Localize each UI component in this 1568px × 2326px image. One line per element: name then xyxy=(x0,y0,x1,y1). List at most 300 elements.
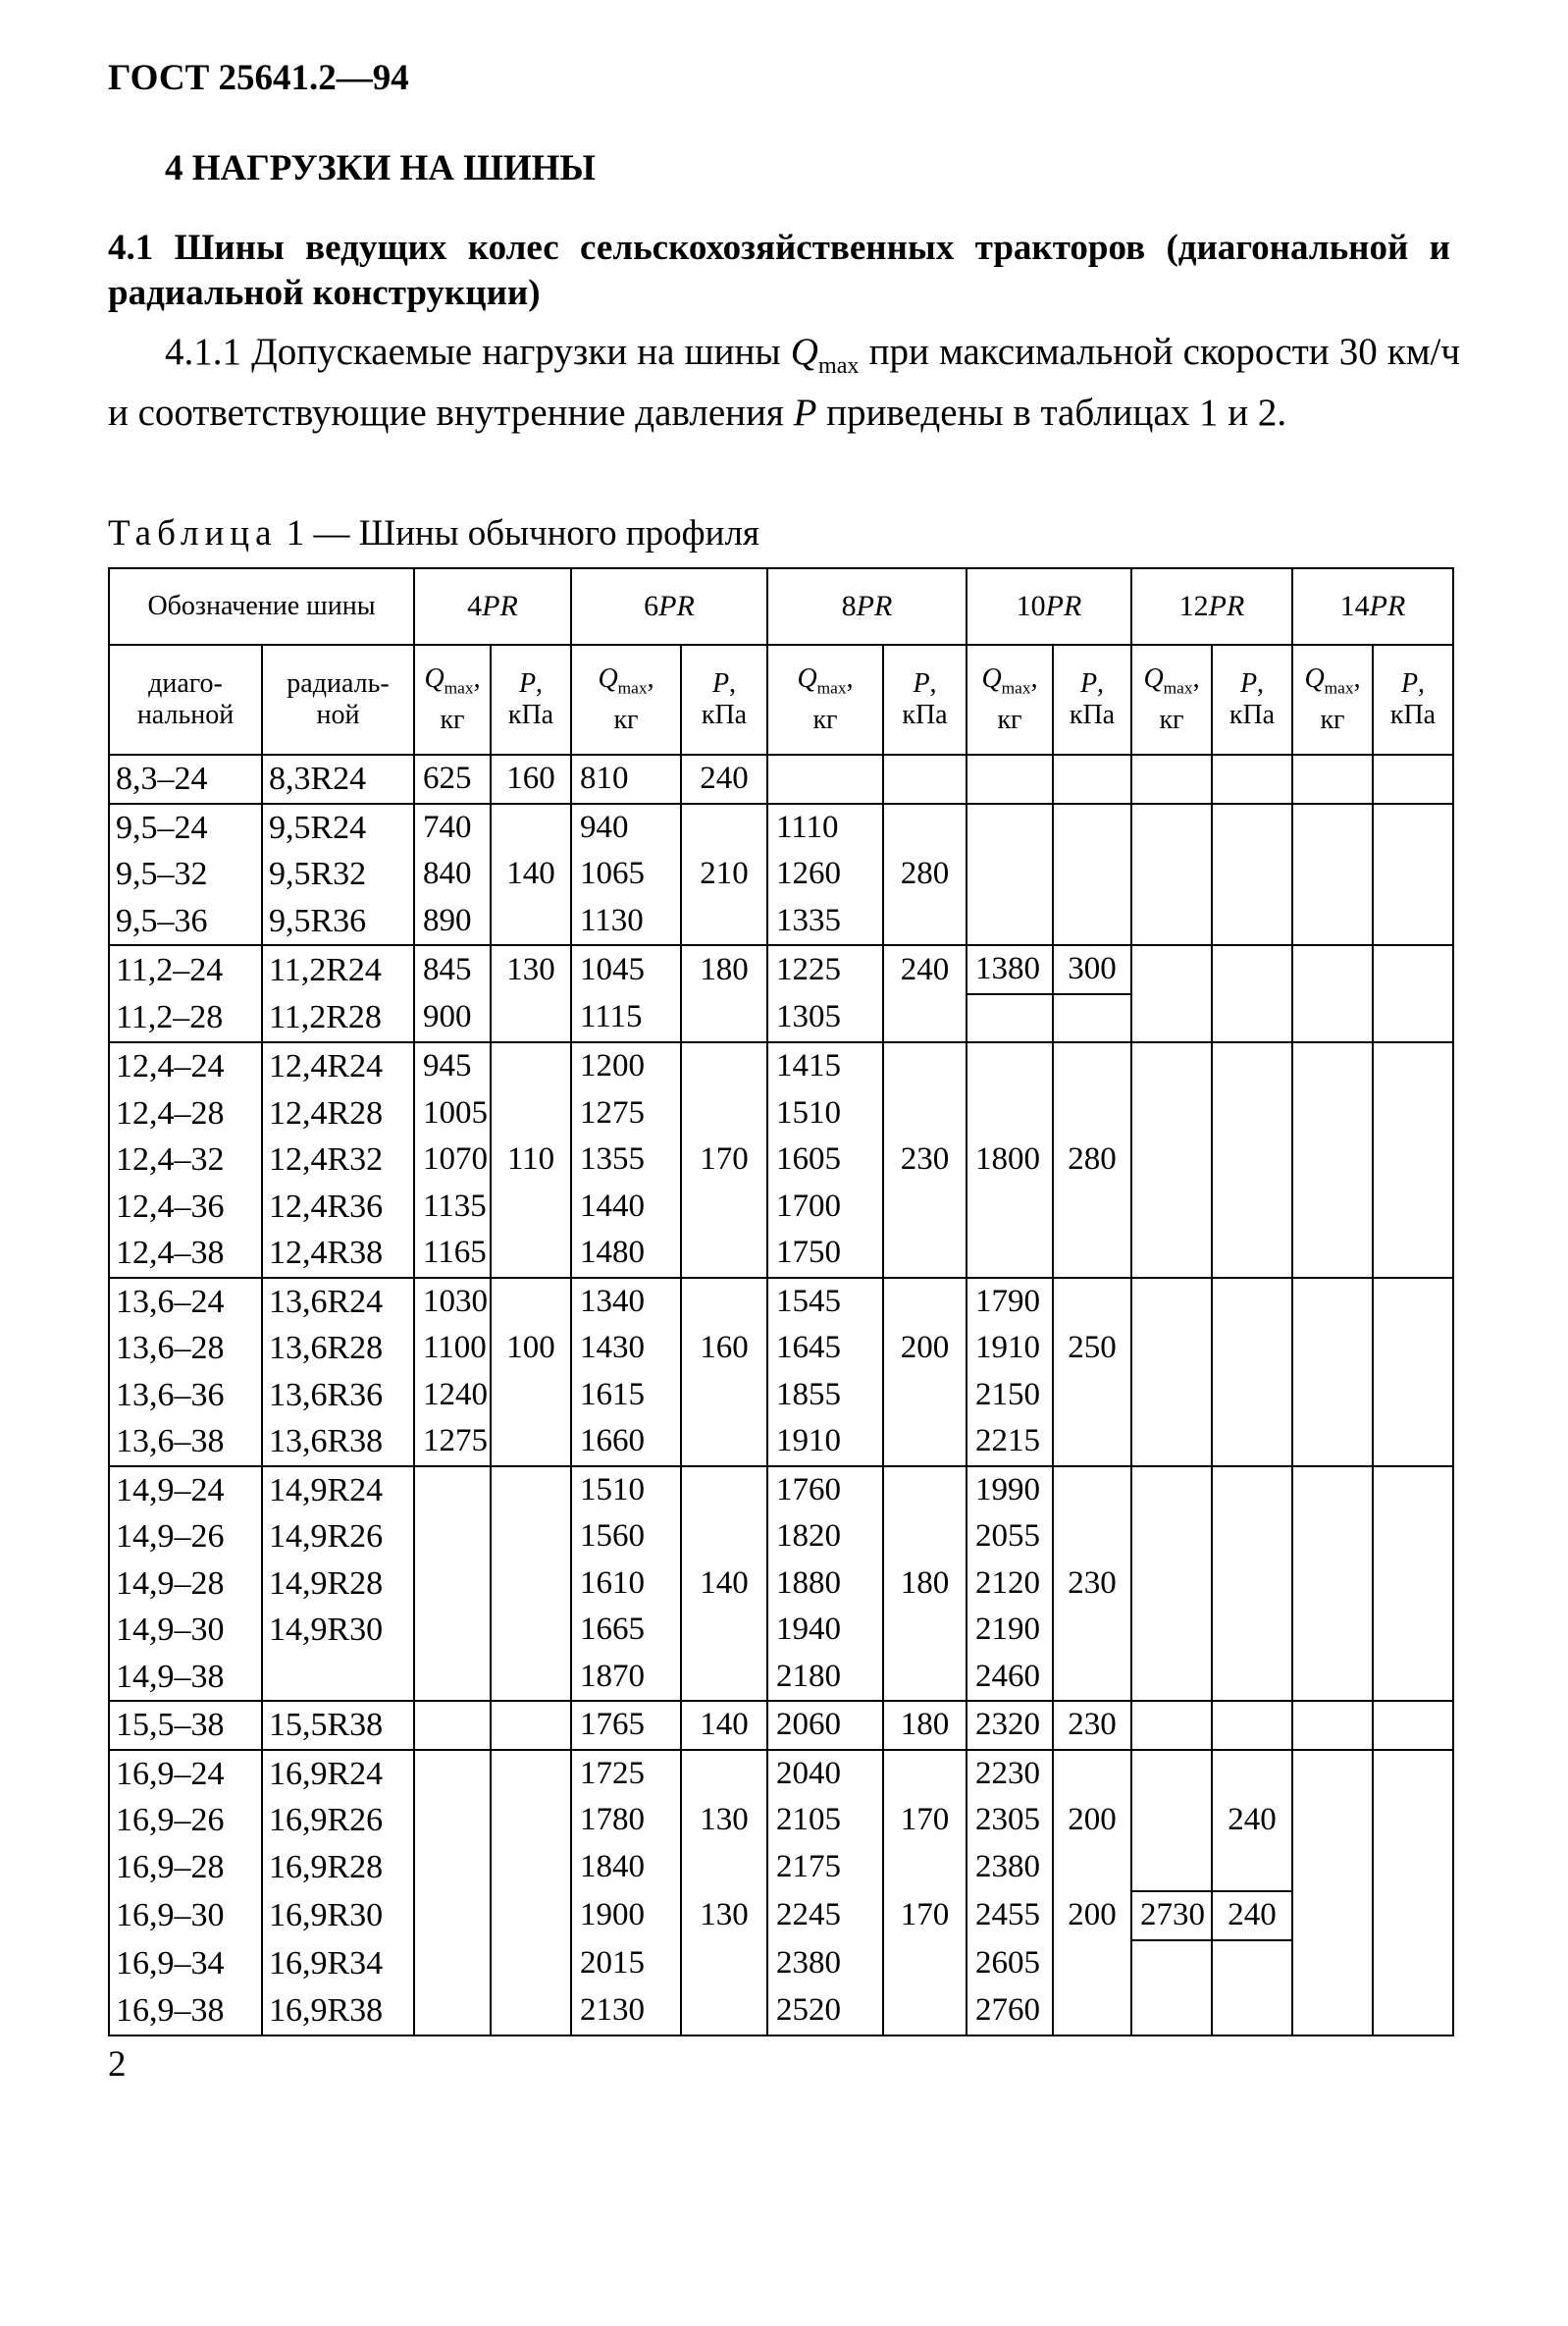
pressure-10pr xyxy=(1053,1042,1131,1090)
pressure-6pr xyxy=(681,1418,767,1466)
pressure-14pr xyxy=(1373,1844,1453,1892)
document-id: ГОСТ 25641.2—94 xyxy=(108,58,409,98)
qmax-4pr xyxy=(414,1513,491,1560)
pr-header-4: 4PR xyxy=(414,568,571,645)
qmax-4pr: 900 xyxy=(414,994,491,1043)
pressure-8pr: 240 xyxy=(883,945,967,994)
pressure-10pr xyxy=(1053,1372,1131,1419)
qmax-6pr: 1560 xyxy=(571,1513,681,1560)
radial-designation: 8,3R24 xyxy=(262,755,414,804)
pressure-10pr: 230 xyxy=(1053,1701,1131,1750)
radial-designation: 11,2R28 xyxy=(262,994,414,1043)
pressure-10pr: 300 xyxy=(1053,945,1131,994)
pressure-6pr: 170 xyxy=(681,1137,767,1184)
qmax-14pr xyxy=(1292,1513,1373,1560)
radial-designation: 16,9R38 xyxy=(262,1987,414,2035)
table-row xyxy=(109,1325,1453,1372)
qmax-14pr xyxy=(1292,1372,1373,1419)
qmax-8pr xyxy=(767,755,883,804)
pressure-6pr: 130 xyxy=(681,1891,767,1940)
qmax-6pr: 1275 xyxy=(571,1090,681,1137)
radial-designation: 12,4R32 xyxy=(262,1137,414,1184)
qmax-12pr xyxy=(1131,1607,1212,1654)
pressure-10pr xyxy=(1053,994,1131,1043)
pressure-8pr: 170 xyxy=(883,1891,967,1940)
table-caption xyxy=(108,512,759,555)
pressure-14pr xyxy=(1373,1940,1453,1988)
qmax-8pr: 1510 xyxy=(767,1090,883,1137)
qmax-12pr xyxy=(1131,1987,1212,2035)
qmax-10pr xyxy=(967,804,1053,852)
table-row xyxy=(109,1230,1453,1278)
qmax-8pr: 2040 xyxy=(767,1750,883,1798)
qmax-12pr xyxy=(1131,945,1212,994)
radial-designation: 16,9R34 xyxy=(262,1940,414,1988)
pressure-12pr: 240 xyxy=(1212,1891,1292,1940)
qmax-6pr: 1615 xyxy=(571,1372,681,1419)
table-row xyxy=(109,1418,1453,1466)
pressure-6pr xyxy=(681,1090,767,1137)
pressure-12pr xyxy=(1212,994,1292,1043)
qmax-10pr: 1790 xyxy=(967,1278,1053,1326)
table-row xyxy=(109,851,1453,898)
pressure-12pr xyxy=(1212,1844,1292,1892)
pressure-14pr xyxy=(1373,1513,1453,1560)
qmax-14pr xyxy=(1292,898,1373,946)
pressure-12pr xyxy=(1212,1750,1292,1798)
qmax-8pr: 1260 xyxy=(767,851,883,898)
qmax-10pr: 2380 xyxy=(967,1844,1053,1892)
pressure-6pr xyxy=(681,1987,767,2035)
q-symbol: Q xyxy=(790,331,818,373)
qmax-10pr: 1800 xyxy=(967,1137,1053,1184)
qmax-12pr xyxy=(1131,1042,1212,1090)
radial-designation: 14,9R26 xyxy=(262,1513,414,1560)
pressure-6pr xyxy=(681,1372,767,1419)
qmax-10pr: 2150 xyxy=(967,1372,1053,1419)
pressure-4pr xyxy=(491,1372,571,1419)
qmax-4pr xyxy=(414,1891,491,1940)
paragraph-text-2: при максимальной скорости 30 км/ч и соответствующие внутренние давления xyxy=(108,331,1460,434)
pressure-4pr xyxy=(491,1513,571,1560)
tire-load-table-wrapper xyxy=(108,567,1454,2036)
qmax-10pr: 2460 xyxy=(967,1654,1053,1702)
radial-designation: 16,9R28 xyxy=(262,1844,414,1892)
pressure-6pr xyxy=(681,898,767,946)
pressure-6pr xyxy=(681,1230,767,1278)
qmax-14pr xyxy=(1292,1607,1373,1654)
pressure-8pr xyxy=(883,1090,967,1137)
table-row xyxy=(109,1513,1453,1560)
qmax-4pr xyxy=(414,1560,491,1608)
qmax-4pr: 845 xyxy=(414,945,491,994)
pressure-8pr xyxy=(883,1372,967,1419)
qmax-6pr: 1065 xyxy=(571,851,681,898)
qmax-header-4: $Q_{max}$, кг xyxy=(414,645,491,755)
qmax-12pr xyxy=(1131,1701,1212,1750)
radial-designation: 12,4R38 xyxy=(262,1230,414,1278)
pressure-4pr xyxy=(491,898,571,946)
pressure-8pr xyxy=(883,804,967,852)
pressure-6pr xyxy=(681,1184,767,1231)
table-row xyxy=(109,898,1453,946)
pressure-4pr xyxy=(491,1090,571,1137)
qmax-8pr: 1820 xyxy=(767,1513,883,1560)
pressure-14pr xyxy=(1373,1654,1453,1702)
pressure-8pr xyxy=(883,1466,967,1514)
pressure-12pr xyxy=(1212,1701,1292,1750)
pressure-4pr xyxy=(491,1797,571,1844)
diagonal-designation: 16,9–34 xyxy=(109,1940,262,1988)
radial-designation: 12,4R36 xyxy=(262,1184,414,1231)
qmax-4pr xyxy=(414,1797,491,1844)
qmax-4pr: 1275 xyxy=(414,1418,491,1466)
qmax-8pr: 1225 xyxy=(767,945,883,994)
qmax-8pr: 1305 xyxy=(767,994,883,1043)
radial-designation: 12,4R24 xyxy=(262,1042,414,1090)
radial-designation: 9,5R36 xyxy=(262,898,414,946)
pressure-10pr: 230 xyxy=(1053,1560,1131,1608)
diagonal-designation: 9,5–24 xyxy=(109,804,262,852)
pressure-8pr xyxy=(883,994,967,1043)
pressure-10pr xyxy=(1053,1940,1131,1988)
qmax-4pr: 1070 xyxy=(414,1137,491,1184)
pressure-8pr: 180 xyxy=(883,1560,967,1608)
pressure-6pr xyxy=(681,1940,767,1988)
page-number: 2 xyxy=(108,2044,127,2085)
qmax-8pr: 1880 xyxy=(767,1560,883,1608)
qmax-14pr xyxy=(1292,851,1373,898)
table-body xyxy=(109,755,1453,2035)
qmax-12pr xyxy=(1131,755,1212,804)
pressure-12pr xyxy=(1212,1560,1292,1608)
diagonal-designation: 13,6–36 xyxy=(109,1372,262,1419)
diagonal-designation: 14,9–28 xyxy=(109,1560,262,1608)
diagonal-header: диаго- нальной xyxy=(109,645,262,755)
qmax-12pr xyxy=(1131,804,1212,852)
qmax-4pr xyxy=(414,1987,491,2035)
qmax-14pr xyxy=(1292,1278,1373,1326)
pressure-6pr: 210 xyxy=(681,851,767,898)
qmax-10pr xyxy=(967,851,1053,898)
table-row xyxy=(109,1560,1453,1608)
pressure-4pr xyxy=(491,1654,571,1702)
table-row xyxy=(109,1797,1453,1844)
qmax-6pr: 1765 xyxy=(571,1701,681,1750)
qmax-header-8: $Q_{max}$, кг xyxy=(767,645,883,755)
pressure-14pr xyxy=(1373,1418,1453,1466)
q-subscript: max xyxy=(817,351,860,379)
table-row xyxy=(109,1844,1453,1892)
qmax-6pr: 1780 xyxy=(571,1797,681,1844)
pressure-12pr xyxy=(1212,1042,1292,1090)
pressure-8pr xyxy=(883,1042,967,1090)
qmax-8pr: 2175 xyxy=(767,1844,883,1892)
qmax-12pr xyxy=(1131,994,1212,1043)
pressure-6pr: 140 xyxy=(681,1560,767,1608)
table-row xyxy=(109,994,1453,1043)
qmax-12pr xyxy=(1131,1090,1212,1137)
qmax-6pr: 1870 xyxy=(571,1654,681,1702)
diagonal-designation: 14,9–30 xyxy=(109,1607,262,1654)
diagonal-designation: 12,4–36 xyxy=(109,1184,262,1231)
pressure-10pr xyxy=(1053,1184,1131,1231)
pressure-8pr xyxy=(883,1184,967,1231)
diagonal-designation: 8,3–24 xyxy=(109,755,262,804)
pressure-14pr xyxy=(1373,1090,1453,1137)
qmax-4pr xyxy=(414,1940,491,1988)
pressure-12pr xyxy=(1212,1137,1292,1184)
pr-header-8: 8PR xyxy=(767,568,967,645)
pressure-6pr xyxy=(681,1654,767,1702)
qmax-6pr: 1480 xyxy=(571,1230,681,1278)
pressure-12pr xyxy=(1212,1513,1292,1560)
qmax-8pr: 2520 xyxy=(767,1987,883,2035)
pressure-4pr xyxy=(491,1940,571,1988)
qmax-4pr: 740 xyxy=(414,804,491,852)
pressure-12pr: 240 xyxy=(1212,1797,1292,1844)
pressure-10pr xyxy=(1053,1230,1131,1278)
paragraph-text-3: приведены в таблицах 1 и 2. xyxy=(816,391,1287,434)
pressure-8pr xyxy=(883,898,967,946)
qmax-6pr: 1900 xyxy=(571,1891,681,1940)
qmax-14pr xyxy=(1292,945,1373,994)
pressure-14pr xyxy=(1373,755,1453,804)
pressure-14pr xyxy=(1373,804,1453,852)
pressure-10pr xyxy=(1053,1418,1131,1466)
qmax-6pr: 2015 xyxy=(571,1940,681,1988)
pr-header-6: 6PR xyxy=(571,568,767,645)
table-row xyxy=(109,1940,1453,1988)
pressure-10pr xyxy=(1053,1607,1131,1654)
diagonal-designation: 13,6–24 xyxy=(109,1278,262,1326)
qmax-10pr: 2230 xyxy=(967,1750,1053,1798)
pressure-10pr xyxy=(1053,1278,1131,1326)
qmax-8pr: 1760 xyxy=(767,1466,883,1514)
pressure-8pr xyxy=(883,1607,967,1654)
table-row xyxy=(109,1042,1453,1090)
pressure-4pr: 160 xyxy=(491,755,571,804)
diagonal-designation: 12,4–28 xyxy=(109,1090,262,1137)
qmax-12pr xyxy=(1131,1466,1212,1514)
qmax-10pr: 2760 xyxy=(967,1987,1053,2035)
pressure-4pr xyxy=(491,1418,571,1466)
qmax-8pr: 1605 xyxy=(767,1137,883,1184)
pressure-4pr xyxy=(491,1278,571,1326)
radial-designation: 14,9R28 xyxy=(262,1560,414,1608)
qmax-6pr: 810 xyxy=(571,755,681,804)
pressure-10pr xyxy=(1053,804,1131,852)
table-row xyxy=(109,1372,1453,1419)
table-row xyxy=(109,1090,1453,1137)
pressure-4pr xyxy=(491,1891,571,1940)
qmax-14pr xyxy=(1292,1701,1373,1750)
qmax-12pr xyxy=(1131,1654,1212,1702)
pressure-14pr xyxy=(1373,1466,1453,1514)
qmax-10pr xyxy=(967,755,1053,804)
qmax-6pr: 1610 xyxy=(571,1560,681,1608)
qmax-14pr xyxy=(1292,1466,1373,1514)
pressure-4pr xyxy=(491,1184,571,1231)
pressure-header-8: P, кПа xyxy=(883,645,967,755)
qmax-10pr: 2320 xyxy=(967,1701,1053,1750)
table-caption-label: Таблица xyxy=(108,513,278,554)
pressure-14pr xyxy=(1373,1797,1453,1844)
qmax-header-6: $Q_{max}$, кг xyxy=(571,645,681,755)
qmax-12pr xyxy=(1131,1797,1212,1844)
qmax-8pr: 1700 xyxy=(767,1184,883,1231)
pressure-12pr xyxy=(1212,1184,1292,1231)
designation-header: Обозначение шины xyxy=(109,568,414,645)
qmax-4pr: 840 xyxy=(414,851,491,898)
pressure-12pr xyxy=(1212,1940,1292,1988)
radial-designation: 16,9R24 xyxy=(262,1750,414,1798)
qmax-8pr: 1110 xyxy=(767,804,883,852)
pressure-6pr: 130 xyxy=(681,1797,767,1844)
pr-header-12: 12PR xyxy=(1131,568,1292,645)
qmax-10pr: 2455 xyxy=(967,1891,1053,1940)
pressure-12pr xyxy=(1212,945,1292,994)
radial-designation xyxy=(262,1654,414,1702)
qmax-10pr xyxy=(967,898,1053,946)
radial-header: радиаль- ной xyxy=(262,645,414,755)
qmax-6pr: 1430 xyxy=(571,1325,681,1372)
pressure-4pr xyxy=(491,1701,571,1750)
table-row xyxy=(109,1607,1453,1654)
qmax-14pr xyxy=(1292,1987,1373,2035)
qmax-6pr: 1665 xyxy=(571,1607,681,1654)
pressure-14pr xyxy=(1373,898,1453,946)
qmax-10pr: 1990 xyxy=(967,1466,1053,1514)
pressure-12pr xyxy=(1212,898,1292,946)
subsection-title: 4.1 Шины ведущих колес сельскохозяйственных тракторов (диагональной и радиальной конструкции) xyxy=(108,228,1450,313)
qmax-14pr xyxy=(1292,994,1373,1043)
qmax-6pr: 1510 xyxy=(571,1466,681,1514)
pressure-10pr xyxy=(1053,1750,1131,1798)
pressure-6pr xyxy=(681,1750,767,1798)
qmax-6pr: 940 xyxy=(571,804,681,852)
pressure-12pr xyxy=(1212,1230,1292,1278)
table-row xyxy=(109,945,1453,994)
qmax-14pr xyxy=(1292,1750,1373,1798)
qmax-8pr: 1940 xyxy=(767,1607,883,1654)
qmax-14pr xyxy=(1292,1418,1373,1466)
table-row xyxy=(109,1891,1453,1940)
pressure-8pr xyxy=(883,1278,967,1326)
pressure-10pr: 250 xyxy=(1053,1325,1131,1372)
pressure-14pr xyxy=(1373,1607,1453,1654)
qmax-4pr xyxy=(414,1701,491,1750)
pressure-14pr xyxy=(1373,1891,1453,1940)
qmax-4pr xyxy=(414,1607,491,1654)
qmax-12pr xyxy=(1131,1560,1212,1608)
pressure-4pr xyxy=(491,1042,571,1090)
radial-designation: 11,2R24 xyxy=(262,945,414,994)
table-row xyxy=(109,1466,1453,1514)
qmax-6pr: 1115 xyxy=(571,994,681,1043)
qmax-4pr: 1240 xyxy=(414,1372,491,1419)
pressure-6pr xyxy=(681,1844,767,1892)
pressure-6pr: 160 xyxy=(681,1325,767,1372)
qmax-4pr xyxy=(414,1654,491,1702)
qmax-10pr xyxy=(967,1090,1053,1137)
table-row xyxy=(109,1701,1453,1750)
pressure-14pr xyxy=(1373,1230,1453,1278)
qmax-6pr: 1725 xyxy=(571,1750,681,1798)
pressure-4pr xyxy=(491,1230,571,1278)
pressure-header-4: P, кПа xyxy=(491,645,571,755)
table-row xyxy=(109,804,1453,852)
section-title: 4 НАГРУЗКИ НА ШИНЫ xyxy=(165,148,596,188)
qmax-10pr: 2055 xyxy=(967,1513,1053,1560)
qmax-10pr xyxy=(967,1184,1053,1231)
pressure-10pr xyxy=(1053,755,1131,804)
radial-designation: 16,9R30 xyxy=(262,1891,414,1940)
pressure-10pr xyxy=(1053,1513,1131,1560)
pressure-12pr xyxy=(1212,1466,1292,1514)
pressure-4pr xyxy=(491,1750,571,1798)
pressure-6pr: 180 xyxy=(681,945,767,994)
pressure-8pr: 170 xyxy=(883,1797,967,1844)
diagonal-designation: 16,9–38 xyxy=(109,1987,262,2035)
pressure-header-10: P, кПа xyxy=(1053,645,1131,755)
qmax-8pr: 2380 xyxy=(767,1940,883,1988)
qmax-12pr xyxy=(1131,1230,1212,1278)
pressure-14pr xyxy=(1373,1750,1453,1798)
pressure-12pr xyxy=(1212,1607,1292,1654)
pressure-4pr xyxy=(491,1466,571,1514)
pressure-14pr xyxy=(1373,1701,1453,1750)
qmax-6pr: 1355 xyxy=(571,1137,681,1184)
qmax-14pr xyxy=(1292,1654,1373,1702)
qmax-10pr: 2605 xyxy=(967,1940,1053,1988)
qmax-8pr: 2060 xyxy=(767,1701,883,1750)
qmax-10pr: 2305 xyxy=(967,1797,1053,1844)
qmax-8pr: 1415 xyxy=(767,1042,883,1090)
qmax-10pr xyxy=(967,994,1053,1043)
pressure-header-14: P, кПа xyxy=(1373,645,1453,755)
pressure-12pr xyxy=(1212,804,1292,852)
pr-header-10: 10PR xyxy=(967,568,1131,645)
qmax-6pr: 1660 xyxy=(571,1418,681,1466)
qmax-4pr: 945 xyxy=(414,1042,491,1090)
diagonal-designation: 13,6–28 xyxy=(109,1325,262,1372)
qmax-10pr: 2215 xyxy=(967,1418,1053,1466)
radial-designation: 13,6R38 xyxy=(262,1418,414,1466)
qmax-6pr: 1440 xyxy=(571,1184,681,1231)
pressure-8pr: 230 xyxy=(883,1137,967,1184)
qmax-8pr: 1910 xyxy=(767,1418,883,1466)
pressure-10pr xyxy=(1053,1987,1131,2035)
pressure-4pr xyxy=(491,804,571,852)
pressure-4pr: 130 xyxy=(491,945,571,994)
diagonal-designation: 9,5–36 xyxy=(109,898,262,946)
pressure-6pr xyxy=(681,804,767,852)
diagonal-designation: 12,4–38 xyxy=(109,1230,262,1278)
radial-designation: 16,9R26 xyxy=(262,1797,414,1844)
pressure-10pr: 280 xyxy=(1053,1137,1131,1184)
qmax-14pr xyxy=(1292,1230,1373,1278)
radial-designation: 9,5R24 xyxy=(262,804,414,852)
pressure-10pr xyxy=(1053,1844,1131,1892)
qmax-6pr: 1840 xyxy=(571,1844,681,1892)
qmax-14pr xyxy=(1292,1797,1373,1844)
table-row xyxy=(109,1137,1453,1184)
diagonal-designation: 9,5–32 xyxy=(109,851,262,898)
pressure-4pr xyxy=(491,1607,571,1654)
qmax-14pr xyxy=(1292,1090,1373,1137)
qmax-12pr xyxy=(1131,898,1212,946)
